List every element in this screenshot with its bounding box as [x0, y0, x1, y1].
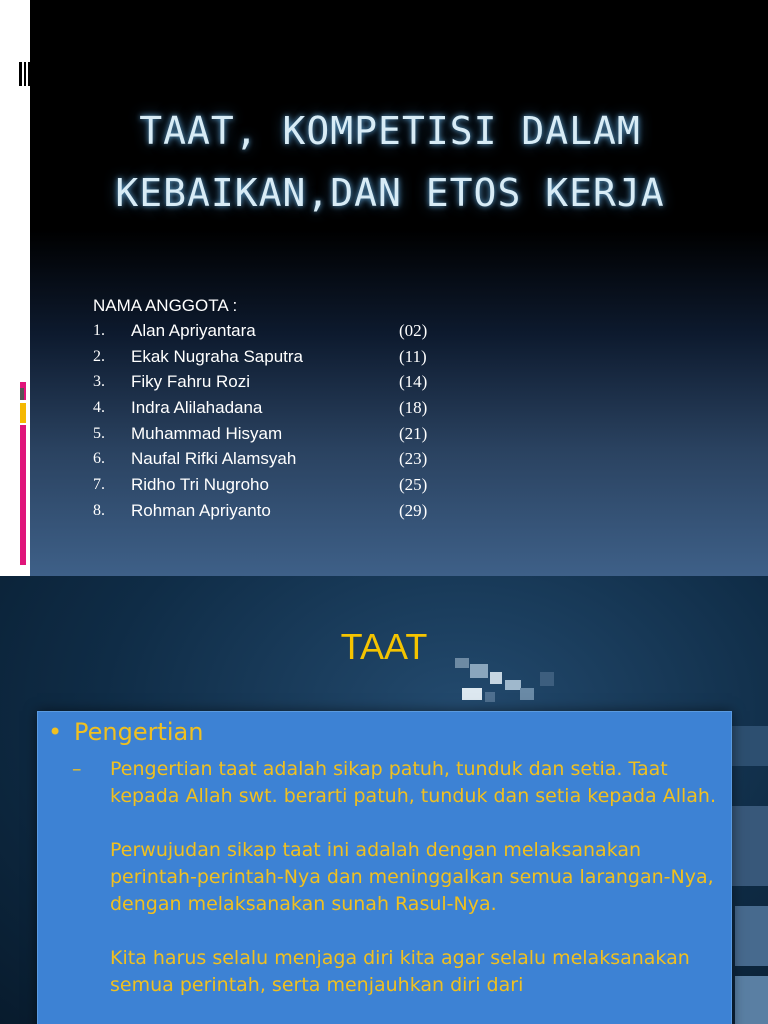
member-row	[93, 446, 453, 472]
dash-icon: –	[72, 758, 82, 780]
member-code: (02)	[399, 321, 428, 340]
bg-pixel	[540, 672, 554, 686]
bg-pixel	[505, 680, 521, 690]
member-code: (14)	[399, 372, 428, 392]
bullet-icon: •	[48, 718, 63, 746]
member-code: (25)	[399, 475, 428, 495]
slide-title	[40, 100, 740, 224]
member-name: Rohman Apriyanto	[131, 500, 271, 520]
paragraph: Perwujudan sikap taat ini adalah dengan melaksanakan perintah-perintah-Nya dan meninggalkan semua larangan-Nya, dengan melaksanakan sunah Rasul-Nya.	[110, 839, 714, 915]
member-name: Alan Apriyantara	[131, 321, 256, 340]
member-code: (11)	[399, 346, 427, 366]
member-row	[93, 395, 453, 421]
sub-item	[72, 756, 722, 1024]
members-list	[93, 294, 453, 524]
bg-pixel	[485, 692, 495, 702]
strip-mark	[28, 62, 30, 86]
left-decorative-strip	[0, 0, 30, 576]
strip-mark	[24, 62, 26, 86]
member-number: 1.	[93, 322, 105, 339]
title-line-2: KEBAIKAN,DAN ETOS KERJA	[115, 171, 665, 215]
member-name: Fiky Fahru Rozi	[131, 372, 251, 392]
slide-2	[0, 576, 768, 1024]
title-line-1: TAAT, KOMPETISI DALAM	[139, 109, 641, 153]
content-box	[37, 711, 732, 1024]
bg-pixel	[462, 688, 482, 700]
member-row	[93, 344, 453, 370]
member-number: 4.	[93, 399, 105, 417]
member-row	[93, 421, 453, 447]
member-code: (21)	[399, 423, 428, 443]
member-name: Muhammad Hisyam	[131, 423, 283, 443]
member-name: Ridho Tri Nugroho	[131, 475, 269, 495]
member-number: 8.	[93, 501, 105, 519]
slide-2-title: TAAT	[340, 626, 428, 667]
member-row	[93, 498, 453, 524]
member-number: 7.	[93, 476, 105, 494]
bg-pixel	[735, 906, 768, 966]
strip-accent-gray	[20, 388, 24, 400]
member-row	[93, 369, 453, 395]
member-name: Ekak Nugraha Saputra	[131, 346, 303, 366]
member-number: 5.	[93, 424, 105, 442]
member-name: Indra Alilahadana	[131, 398, 263, 418]
member-number: 6.	[93, 450, 105, 468]
member-number: 3.	[93, 373, 105, 391]
members-heading: NAMA ANGGOTA :	[93, 296, 238, 315]
member-name: Naufal Rifki Alamsyah	[131, 449, 297, 469]
bg-pixel	[730, 806, 768, 886]
strip-accent-magenta-long	[20, 425, 26, 565]
strip-accent-yellow	[20, 403, 26, 423]
bg-pixel	[520, 688, 534, 700]
bg-pixel	[735, 976, 768, 1024]
paragraph: Pengertian taat adalah sikap patuh, tunduk dan setia. Taat kepada Allah swt. berarti patuh, tunduk dan setia kepada Allah.	[110, 758, 717, 807]
bullet-item	[48, 718, 203, 746]
member-number: 2.	[93, 347, 105, 365]
bullet-label: Pengertian	[74, 718, 204, 746]
bg-pixel	[490, 672, 502, 684]
paragraph: Kita harus selalu menjaga diri kita agar selalu melaksanakan semua perintah, serta menjauhkan diri dari	[110, 947, 690, 996]
member-row	[93, 472, 453, 498]
member-row	[93, 318, 453, 344]
strip-mark	[19, 62, 22, 86]
member-code: (29)	[399, 500, 428, 520]
bg-pixel	[730, 726, 768, 766]
member-code: (23)	[399, 449, 428, 469]
member-code: (18)	[399, 398, 428, 418]
